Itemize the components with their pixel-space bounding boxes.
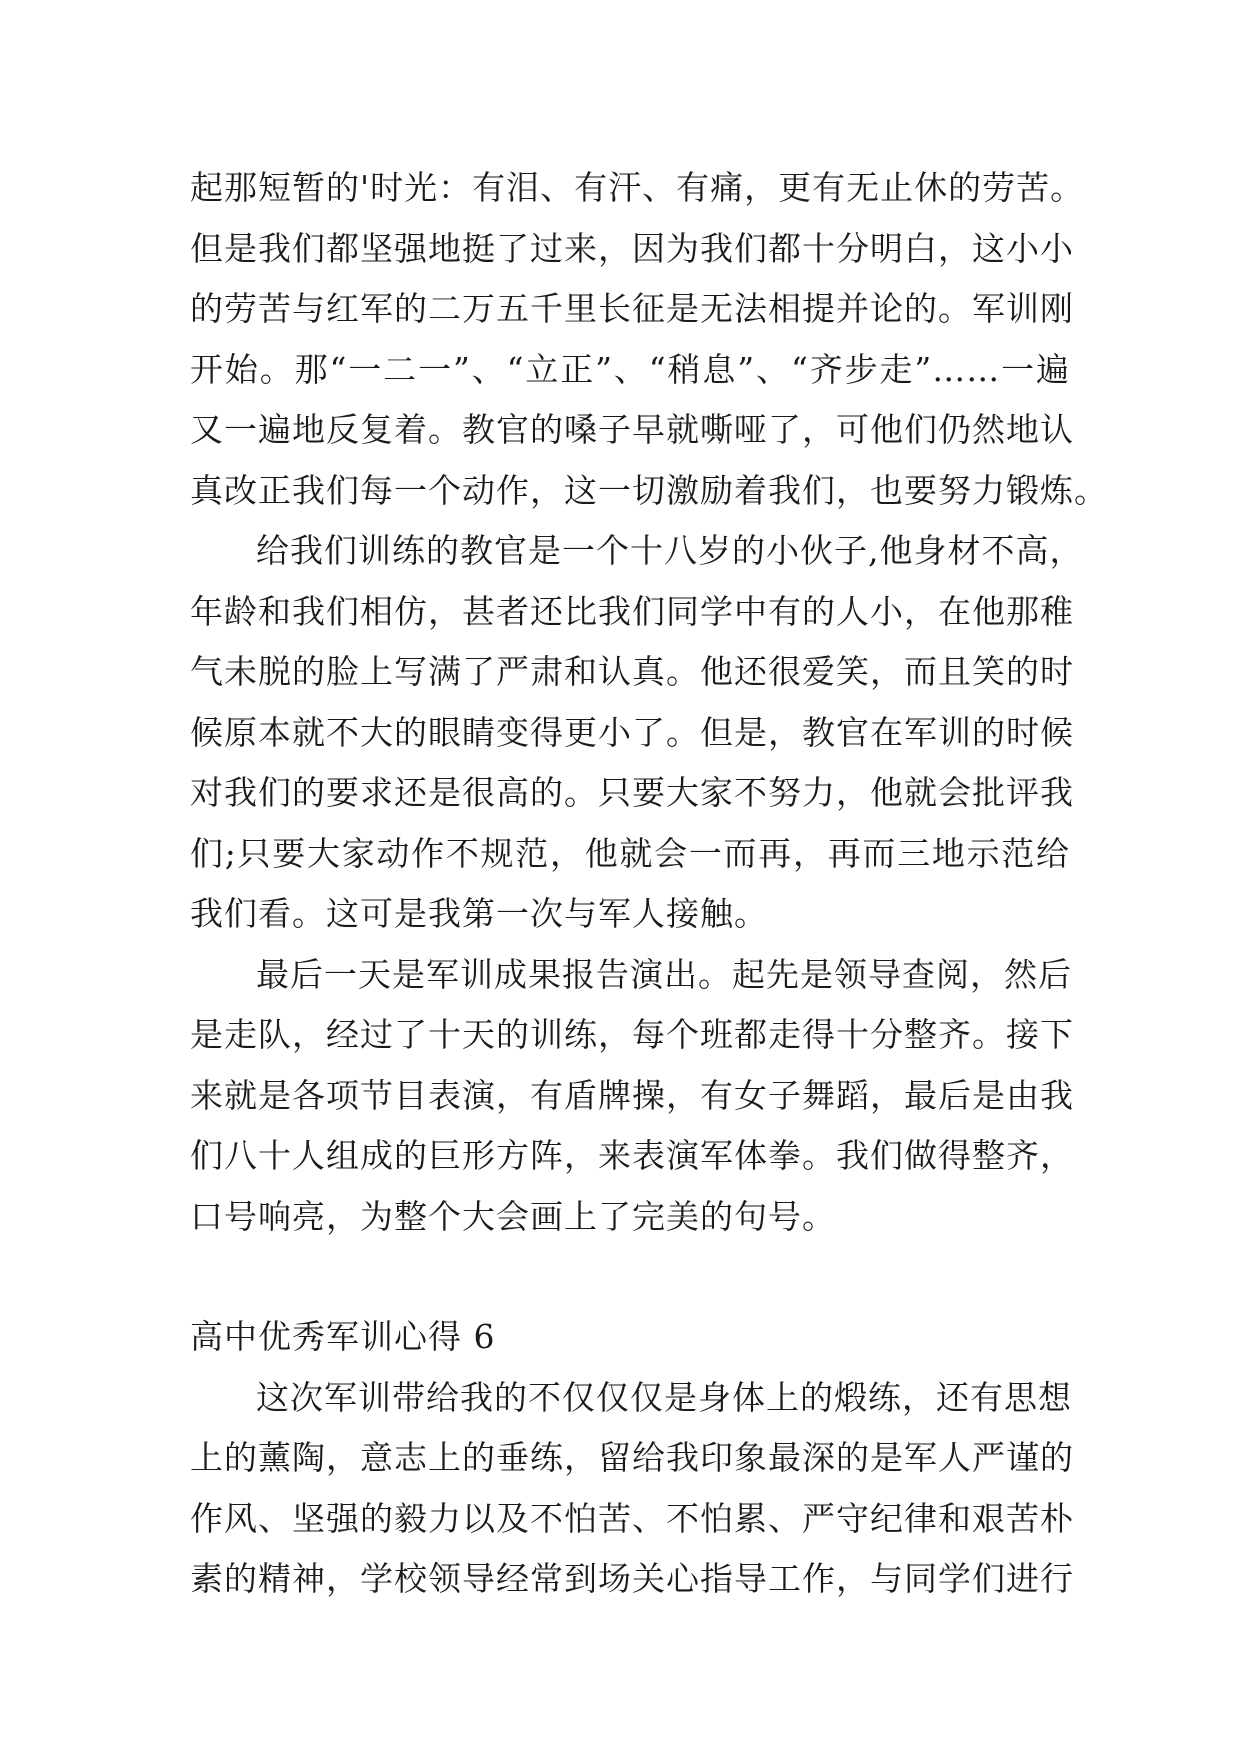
- text-line: 给我们训练的教官是一个十八岁的小伙子,他身材不高，: [256, 531, 1084, 570]
- paragraph: [190, 945, 1074, 1248]
- text-line: 们八十人组成的巨形方阵，来表演军体拳。我们做得整齐，: [190, 1136, 1074, 1175]
- text-line: 们;只要大家动作不规范，他就会一而再，再而三地示范给: [190, 833, 1070, 873]
- text-line: 候原本就不大的眼睛变得更小了。但是，教官在军训的时候: [190, 712, 1074, 752]
- text-line: 开始。那“一二一”、“立正”、“稍息”、“齐步走”……一遍: [190, 349, 1070, 389]
- text-line: 的劳苦与红军的二万五千里长征是无法相提并论的。军训刚: [190, 289, 1074, 328]
- section-heading: 高中优秀军训心得 6: [190, 1317, 496, 1356]
- text-line: 又一遍地反复着。教官的嗓子早就嘶哑了，可他们仍然地认: [190, 410, 1074, 449]
- text-line: 但是我们都坚强地挺了过来，因为我们都十分明白，这小小: [190, 228, 1074, 268]
- text-line: 真改正我们每一个动作，这一切激励着我们，也要努力锻炼。: [190, 470, 1108, 510]
- text-line: 对我们的要求还是很高的。只要大家不努力，他就会批评我: [190, 773, 1074, 812]
- text-line: 我们看。这可是我第一次与军人接触。: [190, 894, 768, 933]
- text-line: 年龄和我们相仿，甚者还比我们同学中有的人小，在他那稚: [190, 591, 1074, 631]
- text-line: 这次军训带给我的不仅仅仅是身体上的煅练，还有思想: [256, 1377, 1072, 1417]
- text-line: 作风、坚强的毅力以及不怕苦、不怕累、严守纪律和艰苦朴: [190, 1498, 1074, 1538]
- text-line: 上的薰陶，意志上的垂练，留给我印象最深的是军人严谨的: [190, 1438, 1074, 1477]
- text-line: 来就是各项节目表演，有盾牌操，有女子舞蹈，最后是由我: [190, 1075, 1074, 1115]
- text-line: 是走队，经过了十天的训练，每个班都走得十分整齐。接下: [190, 1015, 1074, 1054]
- text-line: 口号响亮，为整个大会画上了完美的句号。: [190, 1196, 836, 1236]
- paragraph: [190, 1368, 1074, 1610]
- text-line: 素的精神，学校领导经常到场关心指导工作，与同学们进行: [190, 1559, 1074, 1598]
- section-spacer: [190, 1247, 1070, 1307]
- text-line: 气未脱的脸上写满了严肃和认真。他还很爱笑，而且笑的时: [190, 652, 1074, 691]
- document-body: [190, 158, 1108, 1610]
- text-line: 起那短暂的'时光：有泪、有汗、有痛，更有无止休的劳苦。: [190, 168, 1085, 207]
- paragraph: [190, 521, 1084, 945]
- paragraph: [190, 158, 1108, 521]
- text-line: 最后一天是军训成果报告演出。起先是领导查阅，然后: [256, 954, 1072, 994]
